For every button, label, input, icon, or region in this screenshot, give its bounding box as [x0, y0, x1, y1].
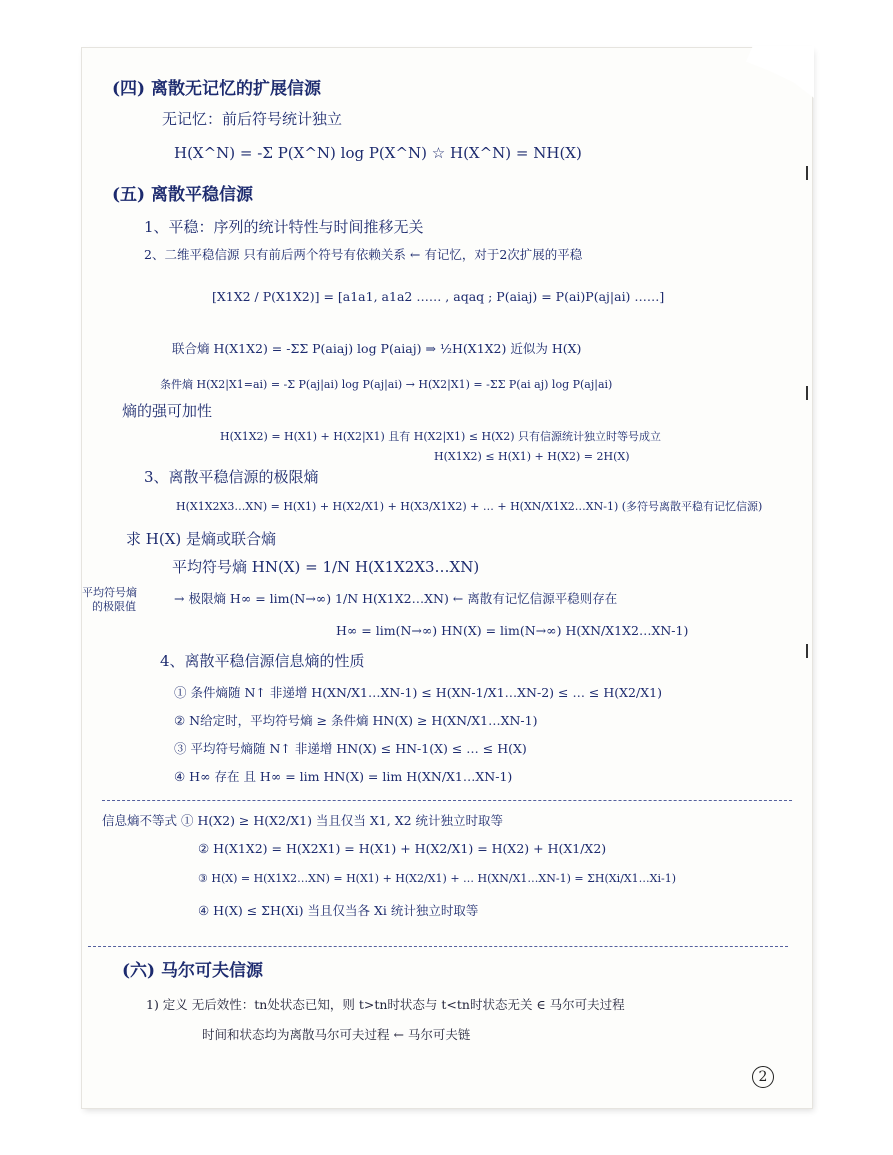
formula-line: 联合熵 H(X1X2) = -ΣΣ P(aiaj) log P(aiaj) ⇒ ½H(X1X2) 近似为 H(X) — [172, 341, 582, 356]
definition-line: 1) 定义 无后效性：tn处状态已知，则 t>tn时状态与 t<tn时状态无关 ∈ 马尔可夫过程 — [146, 997, 625, 1012]
inequality-line: 信息熵不等式 ① H(X2) ≥ H(X2/X1) 当且仅当 X1, X2 统计独立时取等 — [102, 813, 504, 828]
property-line: ② N给定时，平均符号熵 ≥ 条件熵 HN(X) ≥ H(XN/X1…XN-1) — [174, 713, 538, 728]
section-heading-stationary-source: (五) 离散平稳信源 — [112, 185, 254, 205]
formula-line: H(X1X2X3…XN) = H(X1) + H(X2/X1) + H(X3/X1X2) + … + H(XN/X1X2…XN-1) (多符号离散平稳有记忆信源) — [176, 500, 763, 513]
margin-note: 的极限值 — [92, 600, 136, 613]
page-number: 2 — [752, 1066, 774, 1088]
margin-note: 平均符号熵 — [82, 586, 137, 599]
property-line: ④ H∞ 存在 且 H∞ = lim HN(X) = lim H(XN/X1…XN-1) — [174, 769, 513, 784]
subheading: 熵的强可加性 — [122, 402, 213, 420]
divider — [102, 800, 792, 801]
property-line: ③ 平均符号熵随 N↑ 非递增 HN(X) ≤ HN-1(X) ≤ … ≤ H(X) — [174, 741, 527, 756]
note-line: 2、二维平稳信源 只有前后两个符号有依赖关系 ← 有记忆，对于2次扩展的平稳 — [144, 247, 583, 262]
formula-line: H(X^N) = -Σ P(X^N) log P(X^N) ☆ H(X^N) = NH(X) — [174, 144, 582, 162]
formula-line: → 极限熵 H∞ = lim(N→∞) 1/N H(X1X2…XN) ← 离散有记忆信源平稳则存在 — [174, 591, 618, 606]
definition-line: 时间和状态均为离散马尔可夫过程 ← 马尔可夫链 — [202, 1027, 471, 1042]
formula-line: H(X1X2) ≤ H(X1) + H(X2) = 2H(X) — [434, 450, 630, 463]
section-heading-markov-source: (六) 马尔可夫信源 — [122, 961, 264, 981]
formula-line: [X1X2 / P(X1X2)] = [a1a1, a1a2 …… , aqaq ; P(aiaj) = P(ai)P(aj|ai) ……] — [212, 289, 665, 304]
formula-line: H∞ = lim(N→∞) HN(X) = lim(N→∞) H(XN/X1X2…XN-1) — [336, 623, 689, 638]
inequality-line: ③ H(X) = H(X1X2…XN) = H(X1) + H(X2/X1) + … H(XN/X1…XN-1) = ΣH(Xi/X1…Xi-1) — [198, 872, 676, 885]
formula-line: 条件熵 H(X2|X1=ai) = -Σ P(aj|ai) log P(aj|ai) → H(X2|X1) = -ΣΣ P(ai aj) log P(aj|ai) — [160, 378, 613, 391]
edge-mark — [806, 166, 808, 180]
notebook-page — [82, 48, 812, 1108]
formula-line: 平均符号熵 HN(X) = 1/N H(X1X2X3…XN) — [172, 558, 480, 576]
inequality-line: ② H(X1X2) = H(X2X1) = H(X1) + H(X2/X1) = H(X2) + H(X1/X2) — [198, 841, 607, 856]
property-line: ① 条件熵随 N↑ 非递增 H(XN/X1…XN-1) ≤ H(XN-1/X1…XN-2) ≤ … ≤ H(X2/X1) — [174, 685, 662, 700]
formula-line: H(X1X2) = H(X1) + H(X2|X1) 且有 H(X2|X1) ≤ H(X2) 只有信源统计独立时等号成立 — [220, 430, 662, 443]
edge-mark — [806, 644, 808, 658]
definition-line: 无记忆：前后符号统计独立 — [162, 110, 343, 128]
section-heading-extended-source: (四) 离散无记忆的扩展信源 — [112, 79, 322, 99]
inequality-line: ④ H(X) ≤ ΣH(Xi) 当且仅当各 Xi 统计独立时取等 — [198, 903, 479, 918]
torn-corner — [746, 46, 814, 98]
note-line: 1、平稳：序列的统计特性与时间推移无关 — [144, 218, 424, 236]
note-line: 4、离散平稳信源信息熵的性质 — [160, 652, 365, 670]
note-line: 3、离散平稳信源的极限熵 — [144, 468, 319, 486]
edge-mark — [806, 386, 808, 400]
divider — [88, 946, 788, 947]
note-line: 求 H(X) 是熵或联合熵 — [126, 530, 277, 548]
